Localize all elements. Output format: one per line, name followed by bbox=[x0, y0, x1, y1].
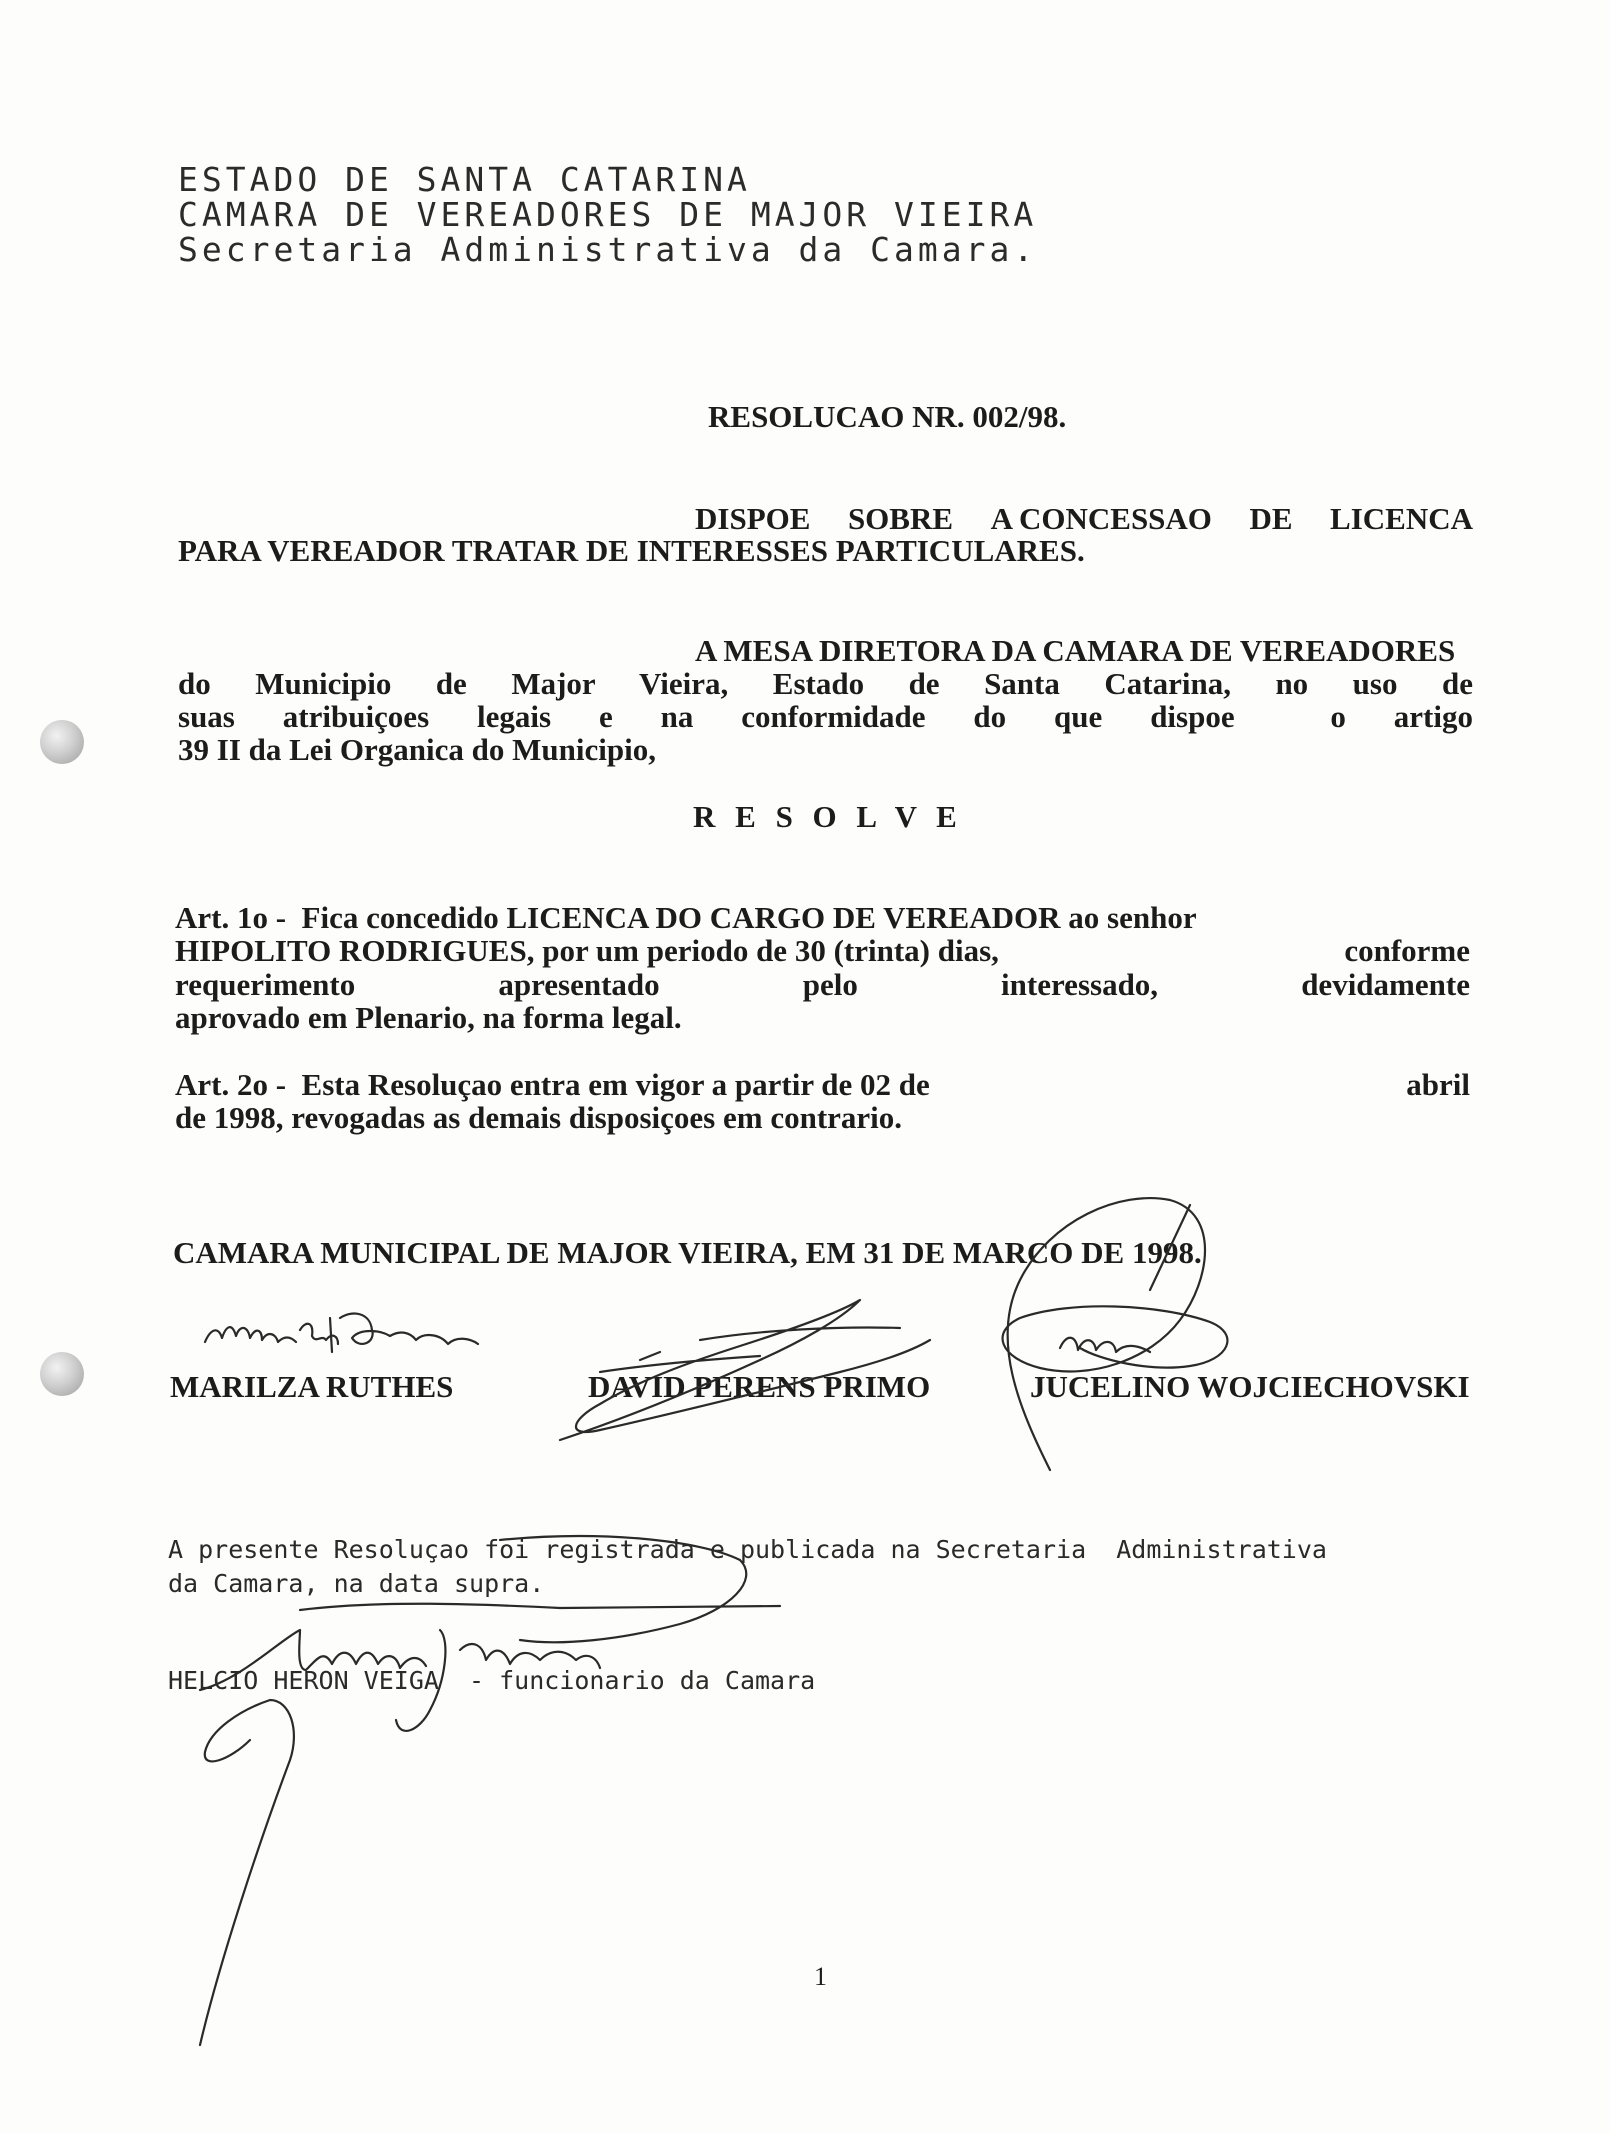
registration-line-2: da Camara, na data supra. bbox=[168, 1569, 545, 1598]
subject-word: SOBRE bbox=[847, 501, 954, 536]
signature-marilza bbox=[205, 1314, 478, 1352]
resolve-heading: R E S O L V E bbox=[693, 799, 963, 834]
subject-word: LICENCA bbox=[1330, 501, 1473, 536]
place-date: CAMARA MUNICIPAL DE MAJOR VIEIRA, EM 31 DE MARCO DE 1998. bbox=[173, 1235, 1202, 1270]
article1-word: pelo bbox=[802, 967, 858, 1002]
registration-line-1: A presente Resoluçao foi registrada e publicada na Secretaria Administrativa bbox=[168, 1535, 1327, 1564]
resolution-number: RESOLUCAO NR. 002/98. bbox=[708, 399, 1067, 434]
subject-word: DE bbox=[1249, 501, 1293, 536]
article1-word: devidamente bbox=[1301, 967, 1470, 1002]
preamble-line-1: A MESA DIRETORA DA CAMARA DE VEREADORES bbox=[695, 633, 1456, 668]
article1-text: conforme bbox=[1344, 933, 1470, 968]
article2-line-1 bbox=[175, 1068, 1470, 1102]
header-state: ESTADO DE SANTA CATARINA bbox=[178, 160, 751, 199]
article2-text: Art. 2o - Esta Resoluçao entra em vigor a partir de 02 de bbox=[175, 1067, 930, 1102]
article1-line-2 bbox=[175, 934, 1470, 968]
signature-helcio bbox=[200, 1536, 780, 2045]
signatory-name-3: JUCELINO WOJCIECHOVSKI bbox=[1030, 1369, 1470, 1404]
signatory-name-1: MARILZA RUTHES bbox=[170, 1369, 454, 1404]
header-secretariat: Secretaria Administrativa da Camara. bbox=[178, 230, 1038, 269]
article1-line-4: aprovado em Plenario, na forma legal. bbox=[175, 1000, 682, 1035]
preamble-line-3: suas atribuiçoes legais e na conformidade do que dispoe o artigo bbox=[178, 699, 1473, 734]
subject-word: DISPOE bbox=[695, 501, 811, 536]
article2-text: abril bbox=[1406, 1067, 1470, 1102]
subject-word: A CONCESSAO bbox=[990, 501, 1212, 536]
signatory-name-2: DAVID PERENS PRIMO bbox=[588, 1369, 931, 1404]
article1-line-1: Art. 1o - Fica concedido LICENCA DO CARGO DE VEREADOR ao senhor bbox=[175, 900, 1197, 935]
registration-signer: HELCIO HERON VEIGA - funcionario da Camara bbox=[168, 1666, 816, 1695]
page-number: 1 bbox=[814, 1962, 827, 1991]
header-chamber: CAMARA DE VEREADORES DE MAJOR VIEIRA bbox=[178, 195, 1038, 234]
punch-hole-bottom bbox=[40, 1352, 84, 1396]
preamble-line-4: 39 II da Lei Organica do Municipio, bbox=[178, 732, 656, 767]
subject-line-2: PARA VEREADOR TRATAR DE INTERESSES PARTICULARES. bbox=[178, 533, 1085, 568]
preamble-line-2: do Municipio de Major Vieira, Estado de Santa Catarina, no uso de bbox=[178, 666, 1473, 701]
article1-word: requerimento bbox=[175, 967, 356, 1002]
article1-word: interessado, bbox=[1001, 967, 1159, 1002]
subject-line-1 bbox=[695, 502, 1473, 536]
article1-word: apresentado bbox=[498, 967, 660, 1002]
punch-hole-top bbox=[40, 720, 84, 764]
article1-text: HIPOLITO RODRIGUES, por um periodo de 30 (trinta) dias, bbox=[175, 933, 999, 968]
article1-line-3 bbox=[175, 968, 1470, 1002]
article2-line-2: de 1998, revogadas as demais disposiçoes em contrario. bbox=[175, 1100, 903, 1135]
